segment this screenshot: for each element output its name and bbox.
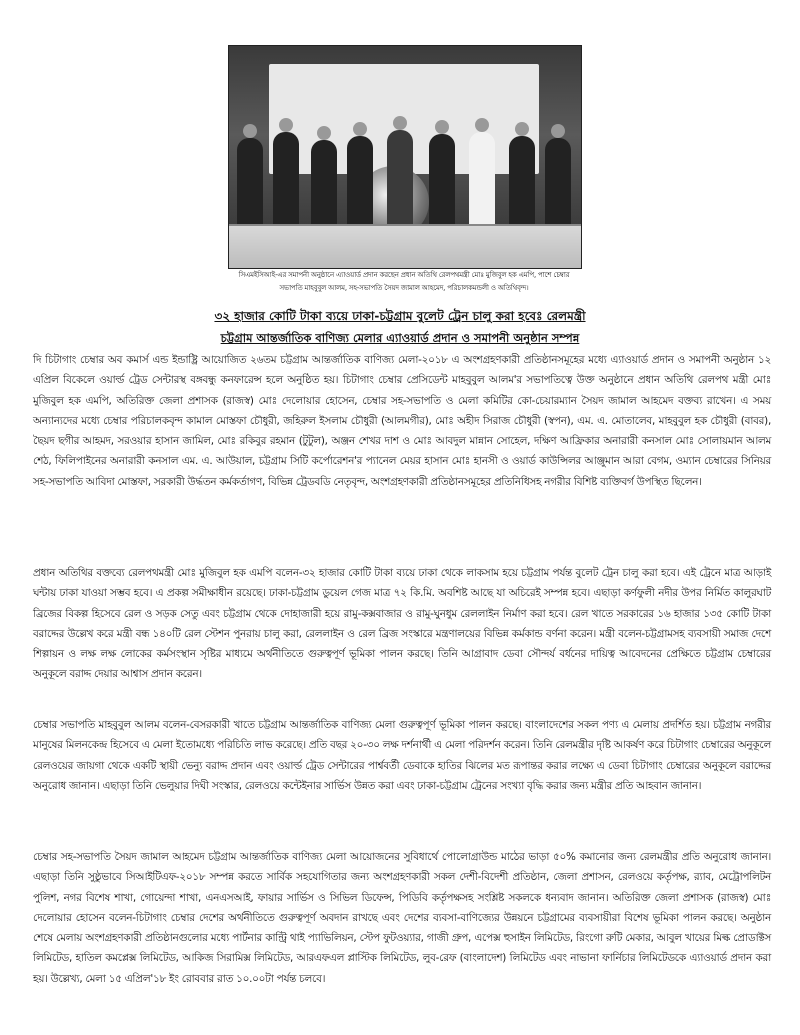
- article-paragraph: চেম্বার সভাপতি মাহবুবুল আলম বলেন-বেসরকারী খাতে চট্টগ্রাম আন্তর্জাতিক বাণিজ্য মেলা গুরুত্বপূর্ণ ভূমিকা পালন করছে। বাংলাদেশের সকল পণ্য এ মেলায় প্রদর্শিত হয়। চট্টগ্রাম নগরীর মানুষের মিলনকেন্দ্র হিসেবে এ মেলা ইতোমধ্যে পরিচিতি লাভ করেছে। প্রতি বছর ২০-৩০ লক্ষ দর্শনার্থী এ মেলা পরিদর্শন করেন। তিনি রেলমন্ত্রীর দৃষ্টি আকর্ষণ করে চিটাগাং চেম্বারের অনুকূলে রেলওয়ের জায়গা থেকে একটি স্থায়ী ভেন্যু বরাদ্দ প্রদান এবং ওয়ার্ল্ড ট্রেড সেন্টারের পার্শ্ববর্তী ডেবাকে হাতির ঝিলের মত রূপান্তর করার লক্ষ্যে এ ডেবা চিটাগাং চেম্বারের অনুকূলে বরাদ্দের অনুরোধ জানান। এছাড়া তিনি ভেলুয়ার দিঘী সংস্কার, রেলওয়ে কন্টেইনার সার্ভিস উন্নত করা এবং ঢাকা-চট্টগ্রাম ট্রেনের সংখ্যা বৃদ্ধি করার জন্য মন্ত্রীর প্রতি আহবান জানান।: [33, 719, 771, 792]
- person-figure: [311, 140, 337, 228]
- head-table: [229, 224, 581, 268]
- person-figure: [429, 134, 455, 228]
- person-figure: [237, 138, 263, 228]
- person-figure: [545, 138, 571, 228]
- person-figure: [509, 136, 535, 228]
- article-subheadline: চট্টগ্রাম আন্তর্জাতিক বাণিজ্য মেলার এ্যাওয়ার্ড প্রদান ও সমাপনী অনুষ্ঠান সম্পন্ন: [220, 331, 580, 345]
- person-figure: [387, 130, 413, 228]
- photo-image: [228, 45, 582, 269]
- person-figure: [273, 132, 299, 228]
- article-paragraph: দি চিটাগাং চেম্বার অব কমার্স এন্ড ইন্ডাষ্ট্রি আয়োজিত ২৬তম চট্টগ্রাম আন্তর্জাতিক বাণিজ্য মেলা-২০১৮ এ অংশগ্রহণকারী প্রতিষ্ঠানসমূহের মধ্যে এ্যাওয়ার্ড প্রদান ও সমাপনী অনুষ্ঠান ১২ এপ্রিল বিকেলে ওয়ার্ল্ড ট্রেড সেন্টারস্থ বঙ্গবন্ধু কনফারেন্স হলে অনুষ্ঠিত হয়। চিটাগাং চেম্বার প্রেসিডেন্ট মাহবুবুল আলম'র সভাপতিত্বে উক্ত অনুষ্ঠানে প্রধান অতিথি রেলপথ মন্ত্রী মোঃ মুজিবুল হক এমপি, অতিরিক্ত জেলা প্রশাসক (রাজস্ব) মোঃ দেলোয়ার হোসেন, চেম্বার সহ-সভাপতি ও মেলা কমিটির কো-চেয়ারম্যান সৈয়দ জামাল আহমেদ বক্তব্য রাখেন। এ সময় অন্যান্যদের মধ্যে চেম্বার পরিচালকবৃন্দ কামাল মোস্তফা চৌধুরী, জহিরুল ইসলাম চৌধুরী (আলমগীর), মোঃ অহীদ সিরাজ চৌধুরী (স্বপন), এম. এ. মোতালেব, মাহবুবুল হক চৌধুরী (বাবর), ছৈয়দ ছগীর আহমদ, সরওয়ার হাসান জামিল, মোঃ রকিবুর রহমান (টুটুল), অঞ্জন শেখর দাশ ও মোঃ আবদুল মান্নান সোহেল, দক্ষিণ আফ্রিকার অনারারী কনসাল মোঃ সোলায়মান আলম শেঠ, ফিলিপাইনের অনারারী কনসাল এম. এ. আউয়াল, চট্টগ্রাম সিটি কর্পোরেশন'র প্যানেল মেয়র হাসান মোঃ হানসী ও ওয়ার্ড কাউন্সিলর আঞ্জুমান আরা বেগম, ওম্যান চেম্বারের সিনিয়র সহ-সভাপতি আবিদা মোস্তফা, সরকারী উর্দ্ধতন কর্মকর্তাগণ, বিভিন্ন ট্রেডবডি নেতৃবৃন্দ, অংশগ্রহণকারী প্রতিষ্ঠানসমূহের প্রতিনিধিসহ নগরীর বিশিষ্ট ব্যক্তিবর্গ উপস্থিত ছিলেন।: [33, 354, 772, 488]
- article-paragraph: চেম্বার সহ-সভাপতি সৈয়দ জামাল আহমেদ চট্টগ্রাম আন্তর্জাতিক বাণিজ্য মেলা আয়োজনের সুবিধার্থে পোলোগ্রাউন্ড মাঠের ভাড়া ৫০% কমানোর জন্য রেলমন্ত্রীর প্রতি অনুরোধ জানান। এছাড়া তিনি সুষ্ঠুভাবে সিআইটিএফ-২০১৮ সম্পন্ন করতে সার্বিক সহযোগিতার জন্য অংশগ্রহণকারী সকল দেশী-বিদেশী প্রতিষ্ঠান, জেলা প্রশাসন, রেলওয়ে কর্তৃপক্ষ, র‌্যাব, মেট্রোপলিটন পুলিশ, নগর বিশেষ শাখা, গোয়েন্দা শাখা, এনএসআই, ফায়ার সার্ভিস ও সিভিল ডিফেন্স, পিডিবি কর্তৃপক্ষসহ সংশ্লিষ্ট সকলকে ধন্যবাদ জানান। অতিরিক্ত জেলা প্রশাসক (রাজস্ব) মোঃ দেলোয়ার হোসেন বলেন-চিটাগাং চেম্বার দেশের অর্থনীতিতে গুরুত্বপূর্ণ অবদান রাখছে এবং দেশের ব্যবসা-বাণিজ্যের উন্নয়নে চট্টগ্রামের ব্যবসায়ীরা বিশেষ ভূমিকা পালন করছে। অনুষ্ঠান শেষে মেলায় অংশগ্রহণকারী প্রতিষ্ঠানগুলোর মধ্যে পার্টনার কান্ট্রি থাই প্যাভিলিয়ন, স্টেপ ফুটওয়্যার, গাজী গ্রুপ, এপেক্স হুসাইন লিমিটেড, রিংগো রুটি মেকার, আবুল খায়ের মিল্ক প্রোডাক্টস লিমিটেড, হাতিল কমপ্লেক্স লিমিটেড, আকিজ সিরামিক্স লিমিটেড, আরএফএল প্লাস্টিক লিমিটেড, লুব-রেফ (বাংলাদেশ) লিমিটেড এবং নাভানা ফার্নিচার লিমিটেডকে এ্যাওয়ার্ড প্রদান করা হয়। উল্লেখ্য, মেলা ১৫ এপ্রিল'১৮ ইং রোববার রাত ১০.০০টা পর্যন্ত চলবে।: [33, 851, 772, 985]
- article-headline: ৩২ হাজার কোটি টাকা ব্যয়ে ঢাকা-চট্টগ্রাম বুলেট ট্রেন চালু করা হবেঃ রেলমন্ত্রী: [214, 309, 586, 323]
- photo-caption: সিএমইসিআই-এর সমাপনী অনুষ্ঠানে এ্যাওয়ার্ড প্রদান করছেন প্রধান অতিথি রেলপথমন্ত্রী মোঃ মুজিবুল হক এমপি, পাশে চেম্বার সভাপতি মাহবুবুল আলম, সহ-সভাপতি সৈয়দ জামাল আহমেদ, পরিচালকমন্ডলী ও অতিথিবৃন্দ।: [238, 271, 570, 292]
- person-figure: [347, 136, 373, 228]
- article-paragraph: প্রধান অতিথির বক্তব্যে রেলপথমন্ত্রী মোঃ মুজিবুল হক এমপি বলেন-৩২ হাজার কোটি টাকা ব্যয়ে ঢাকা থেকে লাকসাম হয়ে চট্টগ্রাম পর্যন্ত বুলেট ট্রেন চালু করা হবে। এই ট্রেনে মাত্র আড়াই ঘন্টায় ঢাকা যাওয়া সম্ভব হবে। এ প্রকল্প সমীক্ষাধীন রয়েছে। ঢাকা-চট্টগ্রাম ডুয়েল গেজ মাত্র ৭২ কি.মি. অবশিষ্ট আছে যা অচিরেই সম্পন্ন হবে। এছাড়া কর্ণফুলী নদীর উপর নির্মিত কালুরঘাট ব্রিজের বিকল্প হিসেবে রেল ও সড়ক সেতু এবং চট্টগ্রাম থেকে দোহাজারী হয়ে রামু-কক্সবাজার ও রামু-ঘুনধুম রেললাইন নির্মাণ করা হবে। রেল খাতে সরকারের ১৬ হাজার ১৩৫ কোটি টাকা বরাদ্দের উল্লেখ করে মন্ত্রী বন্ধ ১৪০টি রেল স্টেশন পুনরায় চালু করা, রেললাইন ও রেল ব্রিজ সংস্কারে মন্ত্রণালয়ের বিভিন্ন কর্মকান্ড বর্ণনা করেন। মন্ত্রী বলেন-চট্টগ্রামসহ ব্যবসায়ী সমাজ দেশে শিল্পায়ন ও লক্ষ লক্ষ লোকের কর্মসংস্থান সৃষ্টির মাধ্যমে অর্থনীতিতে গুরুত্বপূর্ণ ভূমিকা পালন করছে। তিনি আগ্রাবাদ ডেবা সৌন্দর্য বর্ধনের দায়িত্ব আবেদনের প্রেক্ষিতে চট্টগ্রাম চেম্বারের অনুকূলে বরাদ্দ দেয়ার আশ্বাস প্রদান করেন।: [33, 567, 771, 681]
- article-photo: [228, 45, 580, 297]
- person-figure: [469, 132, 495, 228]
